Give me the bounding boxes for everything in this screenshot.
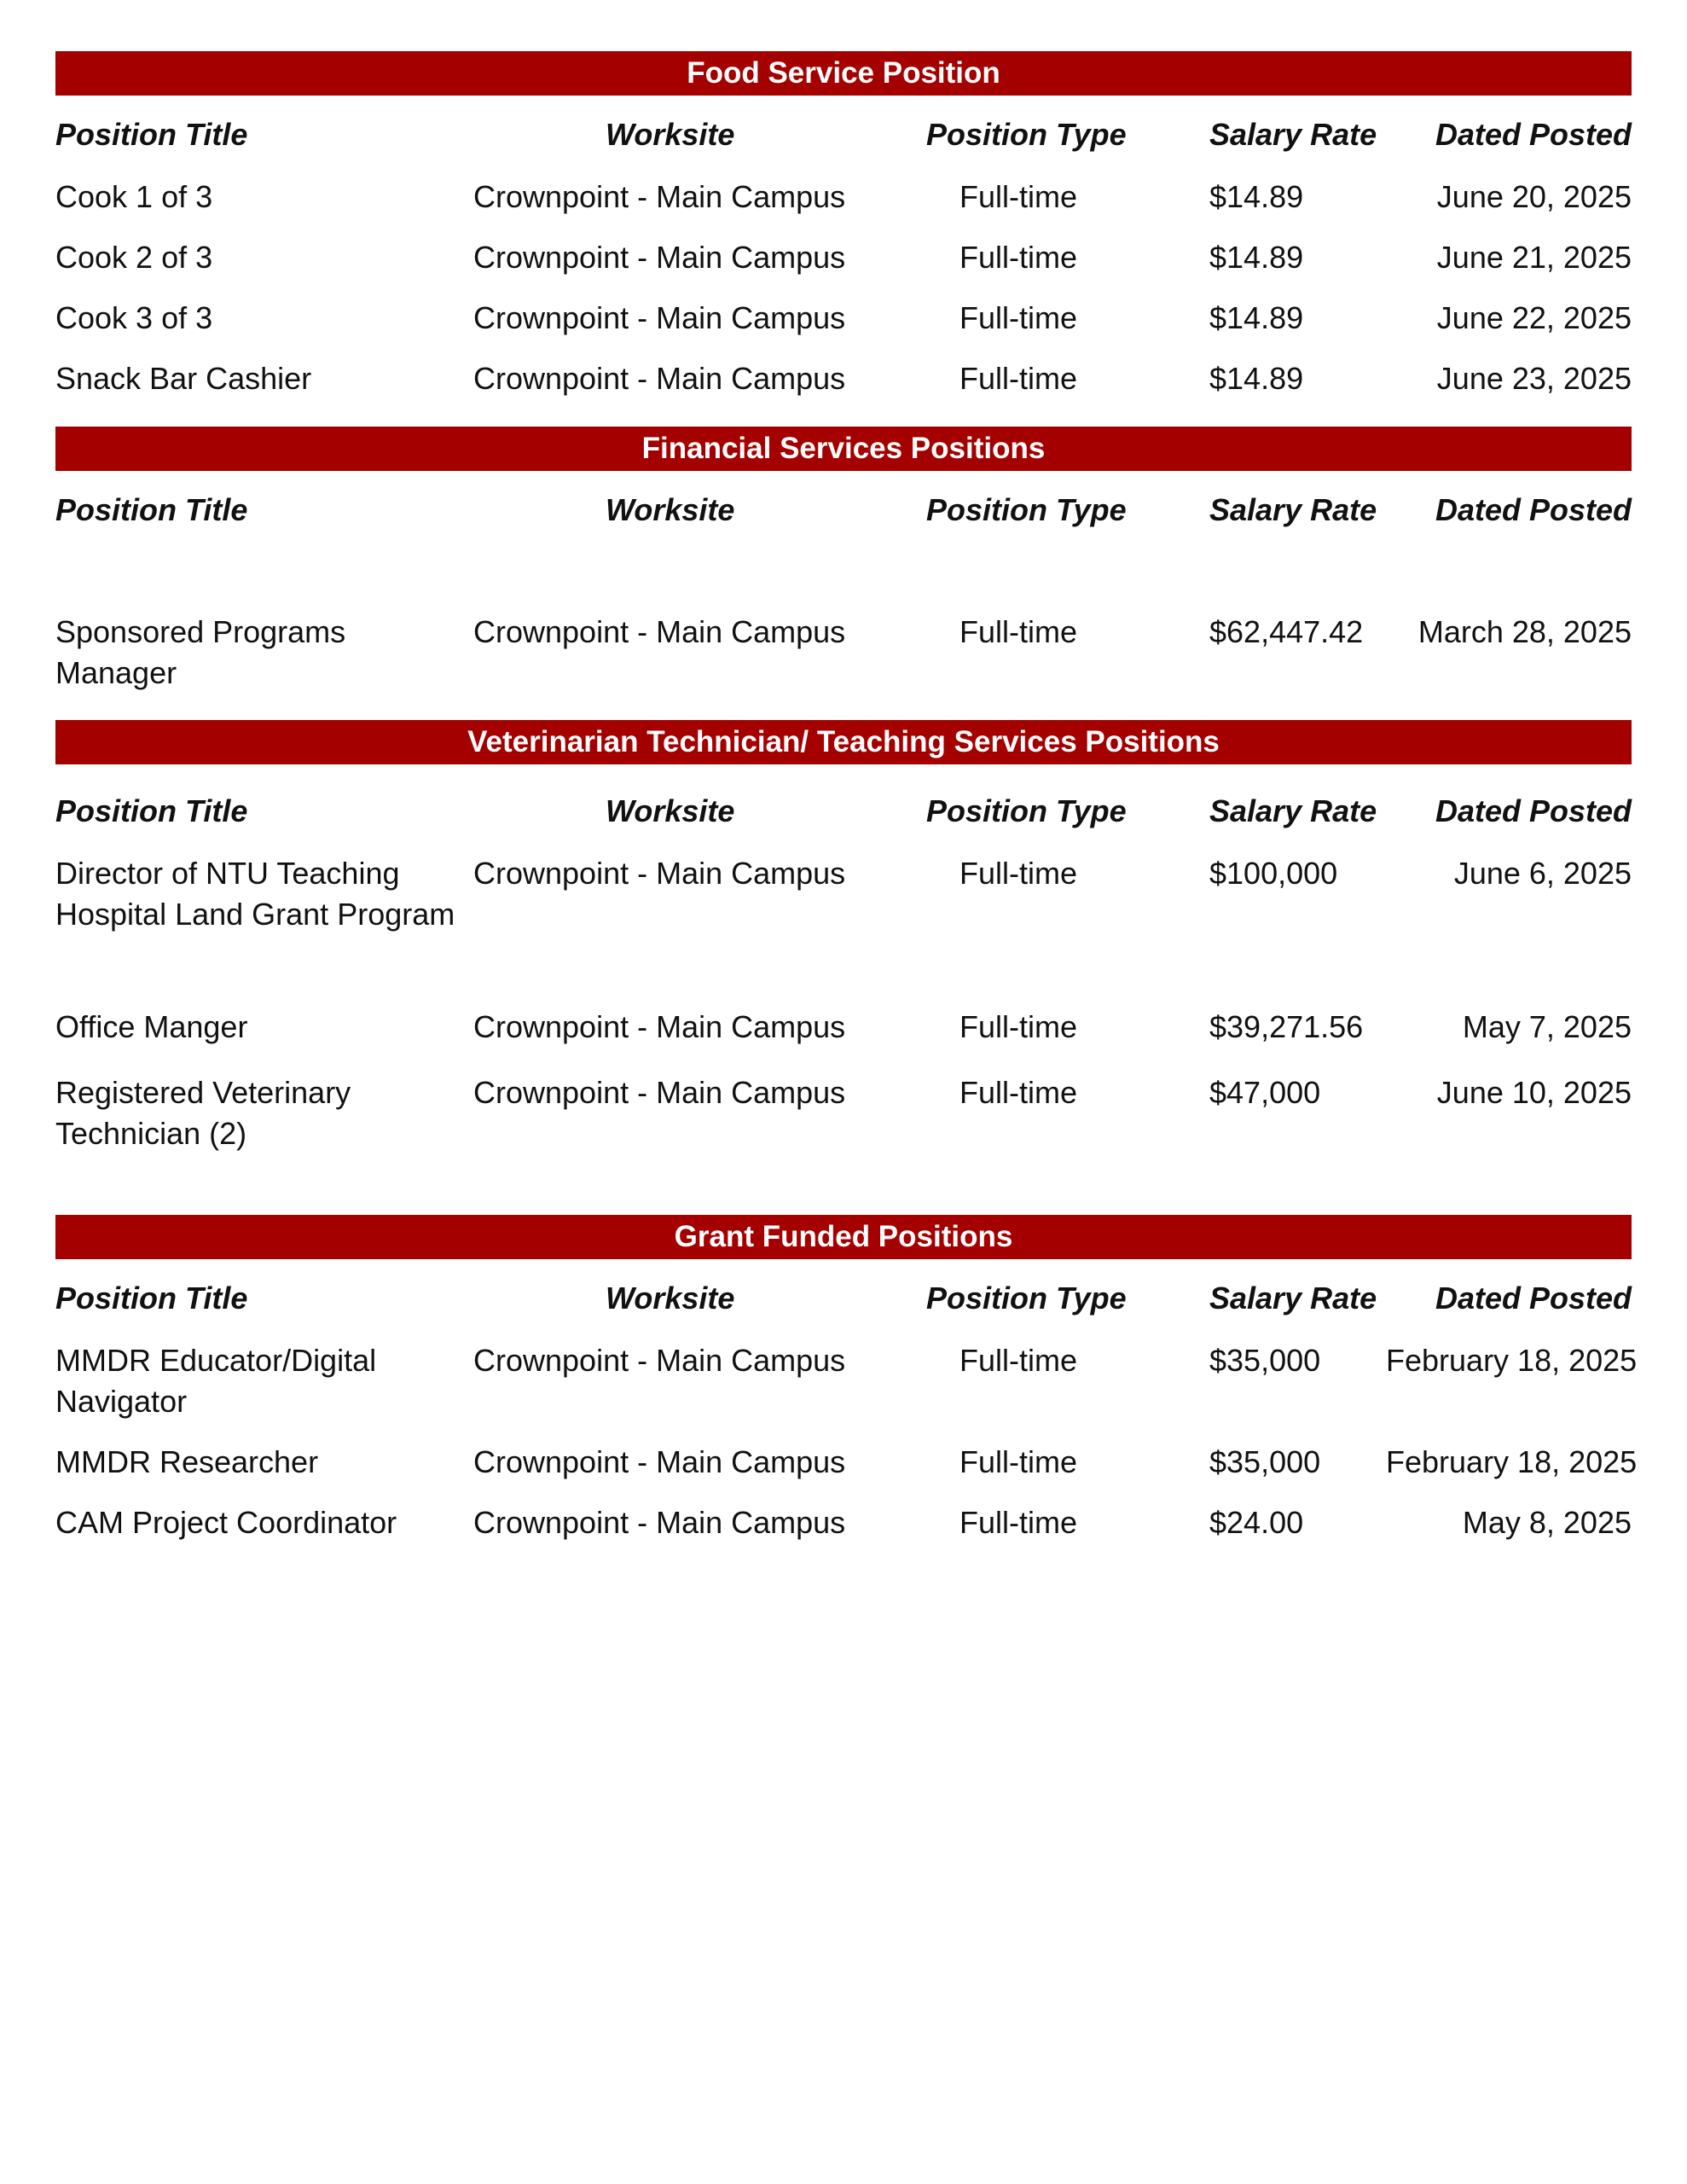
salary-rate: $35,000 — [1209, 1444, 1321, 1479]
position-type: Full-time — [959, 1075, 1078, 1110]
position-title: Cook 3 of 3 — [55, 300, 213, 335]
header-position-type: Position Type — [926, 793, 1127, 828]
date-posted: February 18, 2025 — [1386, 1444, 1638, 1479]
header-salary-rate: Salary Rate — [1209, 117, 1377, 152]
worksite: Crownpoint - Main Campus — [473, 1343, 846, 1378]
worksite: Crownpoint - Main Campus — [473, 614, 846, 649]
table-row — [55, 1340, 1638, 1422]
section-food-service — [55, 51, 1632, 427]
position-type: Full-time — [959, 240, 1078, 275]
job-listings-document — [55, 51, 1638, 1543]
salary-rate: $24.00 — [1209, 1505, 1304, 1540]
column-header-row — [55, 1278, 1632, 1319]
header-date-posted: Dated Posted — [1435, 1281, 1632, 1316]
position-title: Cook 2 of 3 — [55, 240, 213, 275]
section-heading: Veterinarian Technician/ Teaching Services Positions — [55, 720, 1632, 764]
table-row — [55, 177, 1632, 218]
header-position-type: Position Type — [926, 492, 1127, 527]
table-row — [55, 237, 1632, 278]
position-title: MMDR Educator/Digital Navigator — [55, 1343, 377, 1419]
worksite: Crownpoint - Main Campus — [473, 179, 846, 214]
section-grant-funded — [55, 1215, 1638, 1543]
table-row — [55, 853, 1632, 935]
worksite: Crownpoint - Main Campus — [473, 1009, 846, 1044]
position-title: Director of NTU Teaching Hospital Land Grant Program — [55, 856, 455, 932]
position-type: Full-time — [959, 856, 1078, 891]
column-header-row — [55, 490, 1632, 531]
position-title: Sponsored Programs Manager — [55, 614, 346, 690]
position-title: Snack Bar Cashier — [55, 361, 312, 396]
position-type: Full-time — [959, 300, 1078, 335]
date-posted: February 18, 2025 — [1386, 1343, 1638, 1378]
position-type: Full-time — [959, 1343, 1078, 1378]
header-position-type: Position Type — [926, 117, 1127, 152]
worksite: Crownpoint - Main Campus — [473, 1075, 846, 1110]
column-header-row — [55, 791, 1632, 832]
worksite: Crownpoint - Main Campus — [473, 240, 846, 275]
header-worksite: Worksite — [606, 1281, 735, 1316]
worksite: Crownpoint - Main Campus — [473, 1505, 846, 1540]
salary-rate: $47,000 — [1209, 1075, 1321, 1110]
header-worksite: Worksite — [606, 492, 735, 527]
section-financial-services — [55, 427, 1632, 720]
position-type: Full-time — [959, 1505, 1078, 1540]
header-position-title: Position Title — [55, 1281, 248, 1316]
section-heading: Financial Services Positions — [55, 427, 1632, 471]
header-date-posted: Dated Posted — [1435, 117, 1632, 152]
date-posted: June 22, 2025 — [1436, 300, 1632, 335]
date-posted: May 8, 2025 — [1462, 1505, 1632, 1540]
date-posted: June 10, 2025 — [1436, 1075, 1632, 1110]
table-row — [55, 1072, 1632, 1154]
header-position-title: Position Title — [55, 793, 248, 828]
section-veterinarian-technician — [55, 720, 1632, 1215]
position-title: Cook 1 of 3 — [55, 179, 213, 214]
header-position-title: Position Title — [55, 492, 248, 527]
table-row — [55, 1502, 1632, 1543]
date-posted: March 28, 2025 — [1417, 614, 1632, 649]
header-date-posted: Dated Posted — [1435, 492, 1632, 527]
salary-rate: $35,000 — [1209, 1343, 1321, 1378]
salary-rate: $39,271.56 — [1209, 1009, 1364, 1044]
header-position-title: Position Title — [55, 117, 248, 152]
header-salary-rate: Salary Rate — [1209, 793, 1377, 828]
table-row — [55, 1007, 1632, 1048]
header-salary-rate: Salary Rate — [1209, 1281, 1377, 1316]
worksite: Crownpoint - Main Campus — [473, 300, 846, 335]
table-row — [55, 298, 1632, 339]
header-salary-rate: Salary Rate — [1209, 492, 1377, 527]
section-heading: Food Service Position — [55, 51, 1632, 96]
worksite: Crownpoint - Main Campus — [473, 856, 846, 891]
worksite: Crownpoint - Main Campus — [473, 1444, 846, 1479]
date-posted: June 20, 2025 — [1436, 179, 1632, 214]
position-title: CAM Project Coordinator — [55, 1505, 397, 1540]
position-type: Full-time — [959, 361, 1078, 396]
salary-rate: $14.89 — [1209, 240, 1304, 275]
table-row — [55, 358, 1632, 399]
header-worksite: Worksite — [606, 793, 735, 828]
header-date-posted: Dated Posted — [1435, 793, 1632, 828]
position-title: Office Manger — [55, 1009, 248, 1044]
salary-rate: $100,000 — [1209, 856, 1338, 891]
salary-rate: $14.89 — [1209, 300, 1304, 335]
position-type: Full-time — [959, 614, 1078, 649]
date-posted: June 6, 2025 — [1453, 856, 1632, 891]
position-title: MMDR Researcher — [55, 1444, 319, 1479]
date-posted: June 23, 2025 — [1436, 361, 1632, 396]
salary-rate: $14.89 — [1209, 361, 1304, 396]
header-worksite: Worksite — [606, 117, 735, 152]
position-type: Full-time — [959, 1444, 1078, 1479]
header-position-type: Position Type — [926, 1281, 1127, 1316]
date-posted: May 7, 2025 — [1462, 1009, 1632, 1044]
table-row — [55, 612, 1632, 694]
section-heading: Grant Funded Positions — [55, 1215, 1632, 1259]
table-row — [55, 1442, 1638, 1483]
date-posted: June 21, 2025 — [1436, 240, 1632, 275]
position-type: Full-time — [959, 179, 1078, 214]
position-type: Full-time — [959, 1009, 1078, 1044]
salary-rate: $62,447.42 — [1209, 614, 1364, 649]
worksite: Crownpoint - Main Campus — [473, 361, 846, 396]
column-header-row — [55, 114, 1632, 155]
position-title: Registered Veterinary Technician (2) — [55, 1075, 351, 1151]
salary-rate: $14.89 — [1209, 179, 1304, 214]
